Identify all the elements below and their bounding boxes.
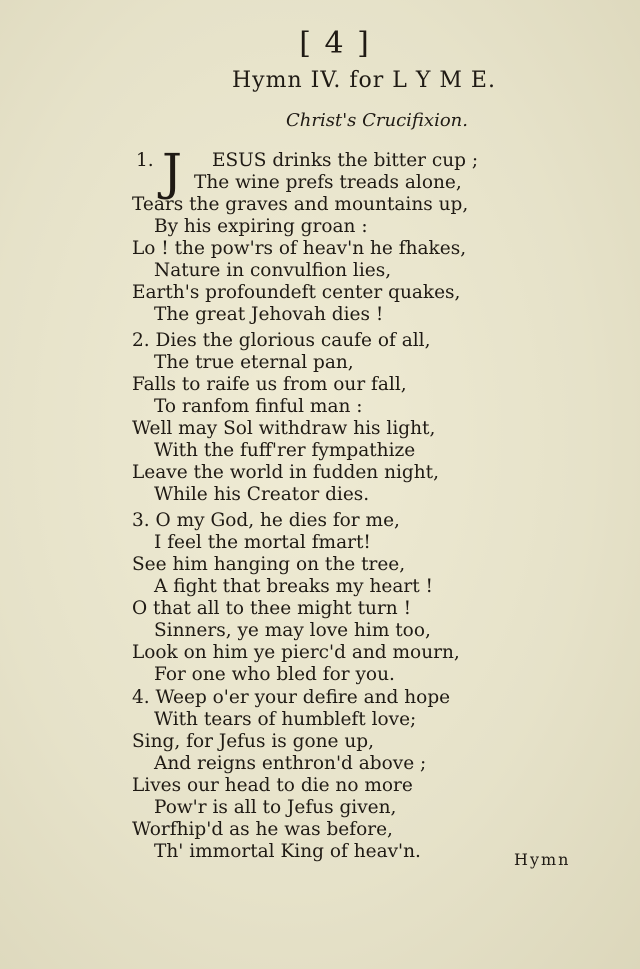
verse-line: The great Jehovah dies !	[154, 304, 384, 325]
verse-line: Look on him ye pierc'd and mourn,	[132, 642, 460, 663]
verse-line: A fight that breaks my heart !	[154, 576, 433, 597]
verse-text: Dies the glorious caufe of all,	[155, 330, 431, 351]
verse-line: Th' immortal King of heav'n.	[154, 841, 421, 862]
page-number: [ 4 ]	[299, 26, 371, 61]
stanza-4	[132, 687, 572, 863]
stanza-2	[132, 330, 572, 506]
verse-line: The true eternal pan,	[154, 352, 354, 373]
verse-line: Worfhip'd as he was before,	[132, 819, 393, 840]
verse-line: I feel the mortal fmart!	[154, 532, 371, 553]
verse-line: Sing, for Jefus is gone up,	[132, 731, 374, 752]
verse-line: Leave the world in fudden night,	[132, 462, 439, 483]
verse-line: ESUS drinks the bitter cup ;	[212, 150, 479, 171]
catchword: Hymn	[514, 850, 571, 869]
verse-line: To ranfom finful man :	[154, 396, 363, 417]
verse-line: O that all to thee might turn !	[132, 598, 412, 619]
verse-line: Sinners, ye may love him too,	[154, 620, 431, 641]
stanza-number: 2.	[132, 330, 150, 351]
verse-line: Pow'r is all to Jefus given,	[154, 797, 397, 818]
verse-line: With the fuff'rer fympathize	[154, 440, 416, 461]
verse-line: By his expiring groan :	[154, 216, 368, 237]
verse-line: Lo ! the pow'rs of heav'n he fhakes,	[132, 238, 467, 259]
stanza-number: 4.	[132, 687, 150, 708]
verse-line: See him hanging on the tree,	[132, 554, 406, 575]
verse-line: Earth's profoundeft center quakes,	[132, 282, 461, 303]
stanza-1	[132, 143, 572, 326]
verse-text: O my God, he dies for me,	[155, 510, 400, 531]
verse-line: And reigns enthron'd above ;	[154, 753, 427, 774]
verse-line-numbered	[132, 330, 572, 352]
hymn-subtitle: Christ's Crucifixion.	[286, 110, 468, 131]
verse-line: Falls to raife us from our fall,	[132, 374, 407, 395]
drop-cap: J	[162, 143, 183, 201]
verse-line: With tears of humbleft love;	[154, 709, 417, 730]
verse-line: While his Creator dies.	[154, 484, 370, 505]
verse-line: The wine prefs treads alone,	[194, 172, 462, 193]
hymn-heading: Hymn IV. for L Y M E.	[232, 68, 496, 93]
stanza-number: 3.	[132, 510, 150, 531]
stanza-number: 1.	[136, 150, 154, 171]
verse-line: Lives our head to die no more	[132, 775, 413, 796]
stanza-3	[132, 510, 572, 686]
verse-line: Nature in convulfion lies,	[154, 260, 392, 281]
verse-line: Tears the graves and mountains up,	[132, 194, 469, 215]
verse-line-numbered	[132, 687, 572, 709]
verse-text: Weep o'er your defire and hope	[155, 687, 451, 708]
verse-line: For one who bled for you.	[154, 664, 395, 685]
verse-line-numbered	[132, 510, 572, 532]
verse-line: Well may Sol withdraw his light,	[132, 418, 436, 439]
